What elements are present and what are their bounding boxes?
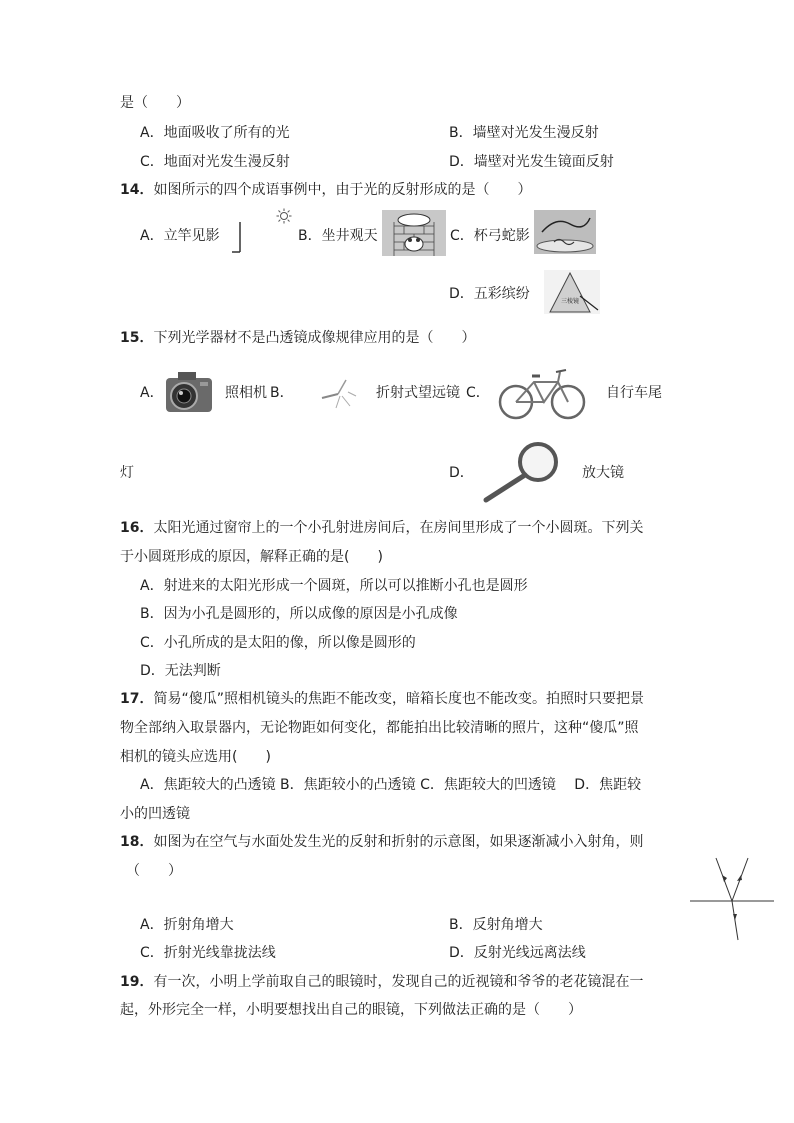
q15-option-c-part2: 灯 bbox=[120, 465, 134, 481]
q13-option-d: D．墙壁对光发生镜面反射 bbox=[449, 154, 614, 170]
q19-stem-text: 有一次，小明上学前取自己的眼镜时，发现自己的近视镜和爷爷的老花镜混在一 bbox=[153, 974, 644, 990]
q16-stem-text: 太阳光通过窗帘上的一个小孔射进房间后，在房间里形成了一个小圆斑。下列关 bbox=[153, 520, 644, 536]
q14-option-b: B．坐井观天 bbox=[298, 228, 378, 244]
q16-stem-line2: 于小圆斑形成的原因，解释正确的是( ) bbox=[120, 549, 383, 565]
q17-stem-text: 简易“傻瓜”照相机镜头的焦距不能改变，暗箱长度也不能改变。拍照时只要把景 bbox=[153, 691, 644, 707]
q16-option-b: B．因为小孔是圆形的，所以成像的原因是小孔成像 bbox=[140, 606, 458, 622]
q18-option-d: D．反射光线远离法线 bbox=[449, 945, 586, 961]
q14-stem-text: 如图所示的四个成语事例中，由于光的反射形成的是（ ） bbox=[153, 182, 532, 198]
refraction-diagram bbox=[690, 856, 776, 942]
q14-option-a: A．立竿见影 bbox=[140, 228, 220, 244]
q17-number: 17． bbox=[120, 691, 154, 707]
q19-stem-line1 bbox=[120, 972, 643, 992]
q18-stem-text: 如图为在空气与水面处发生光的反射和折射的示意图，如果逐渐减小入射角，则 bbox=[153, 834, 644, 850]
telescope-figure bbox=[318, 372, 360, 412]
q13-option-b: B．墙壁对光发生漫反射 bbox=[449, 125, 599, 141]
q14-stem bbox=[120, 180, 531, 200]
q15-option-b-letter: B． bbox=[270, 385, 294, 401]
q16-option-c: C．小孔所成的是太阳的像，所以像是圆形的 bbox=[140, 635, 416, 651]
q15-option-c-letter: C． bbox=[466, 385, 490, 401]
q17-options-wrap: 小的凹透镜 bbox=[120, 806, 190, 822]
q19-number: 19． bbox=[120, 974, 154, 990]
q18-option-a: A．折射角增大 bbox=[140, 917, 234, 933]
q14-option-c: C．杯弓蛇影 bbox=[450, 228, 530, 244]
q15-option-c-part1: 自行车尾 bbox=[606, 385, 662, 401]
q19-stem-line2: 起，外形完全一样，小明要想找出自己的眼镜，下列做法正确的是（ ） bbox=[120, 1002, 582, 1018]
q14-option-d: D．五彩缤纷 bbox=[449, 286, 530, 302]
camera-figure bbox=[164, 368, 214, 414]
q13-option-a: A．地面吸收了所有的光 bbox=[140, 125, 290, 141]
q18-option-b: B．反射角增大 bbox=[449, 917, 543, 933]
sun-icon bbox=[276, 208, 292, 224]
pole-shadow-figure bbox=[228, 220, 244, 254]
prism-figure bbox=[544, 270, 600, 314]
q15-number: 15． bbox=[120, 330, 154, 346]
q15-option-a-letter: A． bbox=[140, 385, 164, 401]
q15-option-a: 照相机 bbox=[225, 385, 267, 401]
q16-stem-line1 bbox=[120, 518, 643, 538]
q17-stem-line1 bbox=[120, 689, 644, 709]
q16-number: 16． bbox=[120, 520, 154, 536]
q17-stem-line3: 相机的镜头应选用( ) bbox=[120, 749, 271, 765]
q18-stem-line2: （ ） bbox=[126, 863, 182, 879]
q14-number: 14． bbox=[120, 182, 154, 198]
frog-in-well-figure bbox=[382, 210, 446, 256]
bicycle-figure bbox=[496, 364, 588, 420]
q15-option-b: 折射式望远镜 bbox=[376, 385, 460, 401]
q15-stem bbox=[120, 328, 475, 348]
q16-option-a: A．射进来的太阳光形成一个圆斑，所以可以推断小孔也是圆形 bbox=[140, 578, 528, 594]
q18-stem-line1 bbox=[120, 832, 643, 852]
prism-label: 三棱镜 bbox=[560, 298, 580, 305]
q17-options: A．焦距较大的凸透镜 B．焦距较小的凸透镜 C．焦距较大的凹透镜 D．焦距较 bbox=[140, 777, 642, 793]
q18-number: 18． bbox=[120, 834, 154, 850]
q13-option-c: C．地面对光发生漫反射 bbox=[140, 154, 290, 170]
q18-option-c: C．折射光线靠拢法线 bbox=[140, 945, 276, 961]
q15-option-d: 放大镜 bbox=[582, 465, 624, 481]
q13-stem-cont: 是（ ） bbox=[120, 95, 190, 111]
q17-stem-line2: 物全部纳入取景器内，无论物距如何变化，都能拍出比较清晰的照片，这种“傻瓜”照 bbox=[120, 720, 639, 736]
bow-snake-figure bbox=[534, 210, 596, 254]
q15-option-d-letter: D． bbox=[449, 465, 474, 481]
q16-option-d: D．无法判断 bbox=[140, 663, 221, 679]
magnifier-figure bbox=[480, 440, 566, 504]
q15-stem-text: 下列光学器材不是凸透镜成像规律应用的是（ ） bbox=[153, 330, 476, 346]
